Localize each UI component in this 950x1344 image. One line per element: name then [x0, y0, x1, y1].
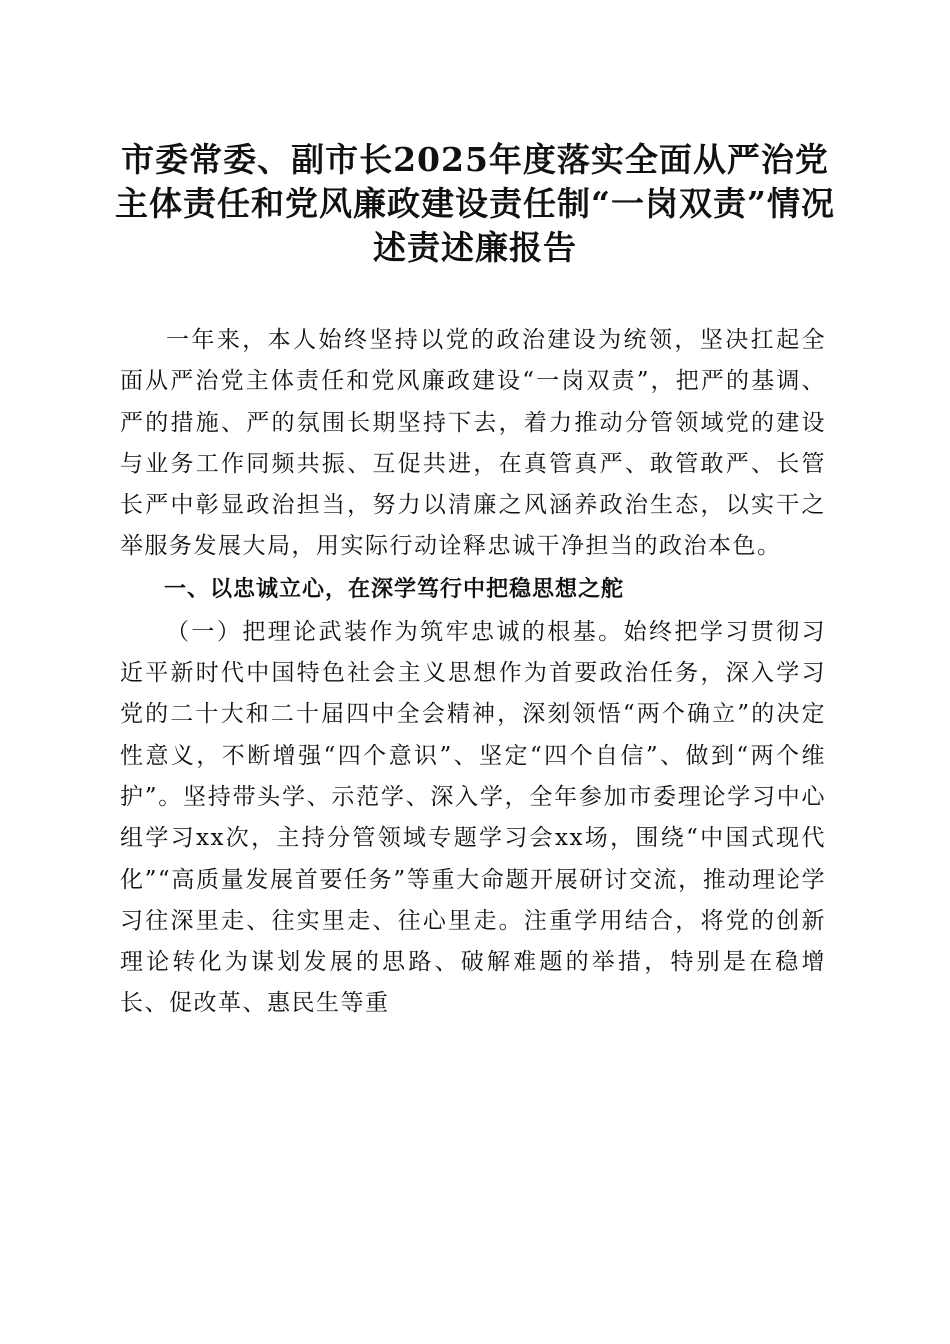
section-1-paragraph-1 — [120, 612, 826, 1025]
intro-paragraph: 一年来，本人始终坚持以党的政治建设为统领，坚决扛起全面从严治党主体责任和党风廉政建设“一岗双责”，把严的基调、严的措施、严的氛围长期坚持下去，着力推动分管领域党的建设与业务工作同频共振、互促共进，在真管真严、敢管敢严、长管长严中彰显政治担当，努力以清廉之风涵养政治生态，以实干之举服务发展大局，用实际行动诠释忠诚干净担当的政治本色。 — [120, 327, 826, 560]
document-title: 市委常委、副市长2025年度落实全面从严治党主体责任和党风廉政建设责任制“一岗双责”情况述责述廉报告 — [115, 140, 835, 267]
subsection-1-text: 始终把学习贯彻习近平新时代中国特色社会主义思想作为首要政治任务，深入学习党的二十大和二十届四中全会精神，深刻领悟“两个确立”的决定性意义，不断增强“四个意识”、坚定“四个自信”、做到“两个维护”。坚持带头学、示范学、深入学，全年参加市委理论学习中心组学习xx次，主持分管领域专题学习会xx场，围绕“中国式现代化”“高质量发展首要任务”等重大命题开展研讨交流，推动理论学习往深里走、往实里走、往心里走。注重学用结合，将党的创新理论转化为谋划发展的思路、破解难题的举措，特别是在稳增长、促改革、惠民生等重 — [120, 618, 827, 1017]
subsection-1-title: （一）把理论武装作为筑牢忠诚的根基。 — [166, 618, 624, 645]
section-1-heading: 一、以忠诚立心，在深学笃行中把稳思想之舵 — [164, 576, 625, 602]
document-body — [120, 320, 826, 1025]
